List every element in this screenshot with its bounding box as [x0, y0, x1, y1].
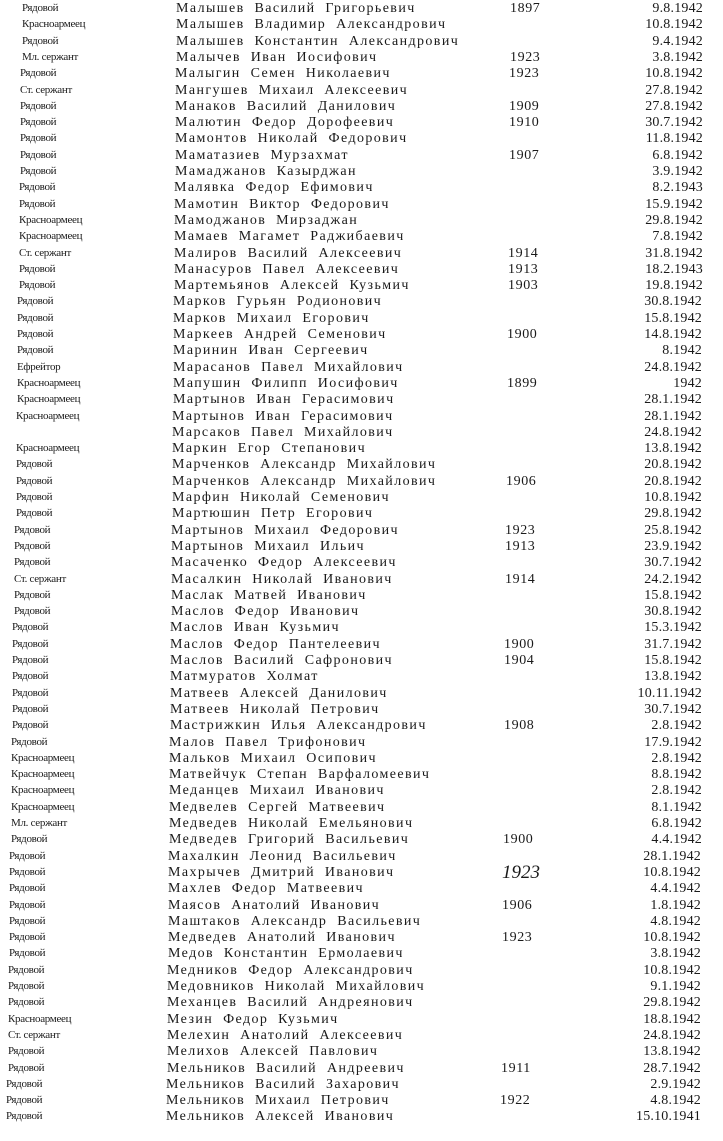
rank: Рядовой — [20, 165, 57, 177]
date-of-death: 13.8.1942 — [643, 1044, 701, 1060]
date-of-death: 10.8.1942 — [643, 864, 701, 880]
rank: Рядовой — [12, 686, 49, 699]
record-row — [0, 17, 723, 34]
full-name: Мамонтов Николай Федорович — [175, 131, 408, 147]
full-name: Марченков Александр Михайлович — [172, 457, 437, 473]
full-name: Мелехин Анатолий Алексеевич — [167, 1027, 404, 1043]
record-row — [0, 164, 723, 181]
rank: Рядовой — [22, 34, 59, 47]
birth-year: 1900 — [504, 636, 535, 652]
record-row — [0, 425, 723, 442]
full-name: Мартынов Михаил Федорович — [171, 522, 399, 538]
rank: Ст. сержант — [20, 83, 72, 96]
record-row — [0, 180, 723, 197]
record-row — [0, 588, 723, 605]
date-of-death: 4.8.1942 — [650, 913, 701, 929]
full-name: Медведев Николай Емельянович — [169, 816, 414, 831]
date-of-death: 30.7.1942 — [644, 701, 702, 717]
date-of-death: 2.8.1942 — [651, 750, 702, 766]
date-of-death: 8.2.1943 — [652, 180, 703, 196]
full-name: Марченков Александр Михайлович — [172, 473, 437, 489]
birth-year: 1914 — [508, 245, 539, 261]
birth-year: 1909 — [509, 98, 540, 114]
date-of-death: 8.8.1942 — [651, 767, 702, 783]
date-of-death: 23.9.1942 — [644, 538, 702, 554]
rank: Рядовой — [8, 1061, 45, 1074]
date-of-death: 24.8.1942 — [643, 1027, 701, 1043]
full-name: Мамаджанов Казырджан — [175, 164, 357, 179]
full-name: Мастрижкин Илья Александрович — [170, 718, 427, 734]
date-of-death: 28.7.1942 — [643, 1060, 701, 1076]
date-of-death: 28.1.1942 — [643, 848, 701, 864]
record-row — [0, 50, 723, 67]
rank: Ефрейтор — [17, 360, 61, 373]
rank: Рядовой — [16, 507, 53, 520]
birth-year: 1923 — [502, 861, 540, 883]
record-row — [0, 653, 723, 670]
full-name: Махрычев Дмитрий Иванович — [168, 864, 395, 880]
full-name: Маринин Иван Сергеевич — [173, 343, 369, 359]
rank: Рядовой — [19, 262, 56, 275]
record-row — [0, 686, 723, 703]
date-of-death: 29.8.1942 — [645, 212, 703, 228]
full-name: Маслак Матвей Иванович — [171, 587, 367, 603]
record-row — [0, 1, 723, 18]
rank: Рядовой — [19, 279, 56, 292]
full-name: Манаков Василий Данилович — [175, 98, 397, 114]
record-row — [0, 718, 723, 735]
date-of-death: 8.1942 — [662, 343, 702, 359]
record-row — [0, 229, 723, 246]
record-row — [0, 751, 723, 768]
date-of-death: 13.8.1942 — [644, 441, 702, 457]
full-name: Мапушин Филипп Иосифович — [173, 375, 399, 391]
record-row — [0, 702, 723, 719]
rank: Рядовой — [17, 344, 54, 357]
birth-year: 1913 — [508, 261, 539, 277]
record-row — [0, 327, 723, 344]
full-name: Малютин Федор Дорофеевич — [175, 115, 395, 131]
date-of-death: 9.8.1942 — [652, 1, 703, 16]
record-row — [0, 441, 723, 458]
rank: Рядовой — [6, 1110, 43, 1123]
birth-year: 1923 — [505, 522, 536, 538]
full-name: Мамаев Магамет Раджибаевич — [174, 229, 405, 245]
record-row — [0, 995, 723, 1012]
date-of-death: 2.9.1942 — [650, 1076, 701, 1092]
date-of-death: 4.4.1942 — [650, 881, 701, 897]
full-name: Матмуратов Холмат — [170, 669, 319, 685]
record-row — [0, 343, 723, 360]
date-of-death: 11.8.1942 — [645, 131, 703, 147]
date-of-death: 31.8.1942 — [645, 245, 703, 261]
record-row — [0, 262, 723, 279]
record-row — [0, 131, 723, 148]
rank: Рядовой — [16, 458, 53, 471]
birth-year: 1900 — [503, 832, 534, 848]
rank: Рядовой — [17, 295, 54, 308]
full-name: Мельников Алексей Иванович — [166, 1109, 395, 1125]
record-row — [0, 360, 723, 377]
date-of-death: 1942 — [673, 375, 702, 391]
record-row — [0, 246, 723, 263]
full-name: Мелихов Алексей Павлович — [167, 1044, 379, 1060]
rank: Красноармеец — [11, 800, 75, 813]
full-name: Маслов Василий Сафронович — [170, 653, 393, 668]
date-of-death: 4.8.1942 — [650, 1093, 701, 1109]
date-of-death: 30.7.1942 — [644, 555, 702, 571]
rank: Рядовой — [20, 132, 57, 145]
rank: Рядовой — [14, 523, 51, 536]
date-of-death: 10.8.1942 — [645, 66, 703, 82]
birth-year: 1908 — [504, 718, 535, 734]
rank: Рядовой — [8, 963, 45, 976]
rank: Рядовой — [9, 914, 46, 927]
full-name: Малышев Василий Григорьевич — [176, 1, 416, 16]
date-of-death: 18.8.1942 — [643, 1011, 701, 1027]
full-name: Малиров Василий Алексеевич — [174, 245, 403, 261]
date-of-death: 18.2.1943 — [645, 261, 703, 277]
rank: Красноармеец — [19, 230, 83, 243]
date-of-death: 25.8.1942 — [644, 522, 702, 538]
record-row — [0, 409, 723, 426]
record-row — [0, 572, 723, 589]
full-name: Механцев Василий Андреянович — [167, 995, 414, 1011]
rank: Рядовой — [8, 1045, 45, 1058]
rank: Рядовой — [12, 621, 49, 634]
rank: Рядовой — [6, 1094, 43, 1107]
full-name: Мамоджанов Мирзаджан — [174, 212, 359, 228]
date-of-death: 31.7.1942 — [644, 636, 702, 652]
birth-year: 1913 — [505, 538, 536, 554]
full-name: Малышев Константин Александрович — [176, 33, 460, 49]
record-row — [0, 861, 723, 883]
record-row — [0, 800, 723, 817]
record-row — [0, 34, 723, 51]
record-row — [0, 83, 723, 100]
full-name: Махалкин Леонид Васильевич — [168, 848, 397, 864]
date-of-death: 10.8.1942 — [644, 490, 702, 505]
rank: Рядовой — [14, 605, 51, 618]
birth-year: 1903 — [508, 278, 539, 294]
full-name: Малышев Владимир Александрович — [176, 17, 447, 33]
rank: Рядовой — [12, 702, 49, 715]
birth-year: 1899 — [507, 375, 538, 391]
full-name: Мезин Федор Кузьмич — [167, 1011, 339, 1027]
record-row — [0, 914, 723, 931]
rank: Рядовой — [12, 637, 49, 650]
full-name: Малычев Иван Иосифович — [176, 49, 378, 65]
full-name: Медвелев Сергей Матвеевич — [169, 799, 386, 815]
record-row — [0, 735, 723, 752]
date-of-death: 4.4.1942 — [651, 832, 702, 848]
record-row — [0, 490, 723, 507]
date-of-death: 24.8.1942 — [644, 359, 702, 375]
date-of-death: 9.1.1942 — [650, 979, 701, 994]
date-of-death: 30.7.1942 — [645, 115, 703, 131]
date-of-death: 3.9.1942 — [652, 164, 703, 179]
date-of-death: 9.4.1942 — [652, 33, 703, 49]
rank: Рядовой — [11, 833, 48, 846]
date-of-death: 20.8.1942 — [644, 473, 702, 489]
birth-year: 1900 — [507, 327, 538, 342]
date-of-death: 20.8.1942 — [644, 457, 702, 473]
full-name: Медведев Анатолий Иванович — [168, 930, 396, 946]
full-name: Медов Константин Ермолаевич — [168, 946, 404, 962]
date-of-death: 28.1.1942 — [644, 392, 702, 408]
rank: Красноармеец — [11, 751, 75, 764]
full-name: Марков Гурьян Родионович — [173, 294, 383, 310]
date-of-death: 29.8.1942 — [643, 995, 701, 1011]
record-row — [0, 278, 723, 295]
record-row — [0, 979, 723, 996]
full-name: Малявка Федор Ефимович — [174, 180, 374, 196]
rank: Ст. сержант — [14, 572, 66, 585]
record-row — [0, 816, 723, 833]
record-row — [0, 115, 723, 132]
record-row — [0, 1028, 723, 1045]
full-name: Маслов Федор Иванович — [171, 604, 360, 620]
rank: Рядовой — [17, 328, 54, 340]
date-of-death: 3.8.1942 — [650, 946, 701, 962]
rank: Мл. сержант — [11, 817, 68, 829]
record-row — [0, 1093, 723, 1110]
full-name: Масаченко Федор Алексеевич — [171, 555, 397, 571]
birth-year: 1897 — [510, 1, 541, 16]
full-name: Медовников Николай Михайлович — [167, 979, 426, 994]
record-row — [0, 523, 723, 540]
full-name: Маслов Иван Кузьмич — [170, 620, 340, 636]
date-of-death: 15.10.1941 — [636, 1109, 701, 1125]
rank: Ст. сержант — [8, 1028, 60, 1041]
rank: Рядовой — [19, 181, 56, 194]
date-of-death: 19.8.1942 — [645, 278, 703, 294]
date-of-death: 30.8.1942 — [644, 604, 702, 620]
full-name: Мельников Михаил Петрович — [166, 1093, 390, 1109]
full-name: Медников Федор Александрович — [167, 962, 414, 978]
rank: Ст. сержант — [19, 246, 71, 259]
full-name: Маркин Егор Степанович — [172, 441, 367, 457]
birth-year: 1904 — [504, 653, 535, 668]
record-row — [0, 963, 723, 980]
date-of-death: 27.8.1942 — [645, 82, 703, 98]
date-of-death: 6.8.1942 — [651, 816, 702, 831]
record-row — [0, 294, 723, 311]
full-name: Марфин Николай Семенович — [172, 490, 390, 505]
full-name: Маркеев Андрей Семенович — [173, 327, 387, 342]
record-row — [0, 197, 723, 214]
date-of-death: 3.8.1942 — [652, 49, 703, 65]
full-name: Меданцев Михаил Иванович — [169, 783, 385, 799]
record-row — [0, 506, 723, 523]
date-of-death: 1.8.1942 — [650, 897, 701, 913]
date-of-death: 15.3.1942 — [644, 620, 702, 636]
rank: Рядовой — [22, 2, 59, 14]
rank: Рядовой — [9, 898, 46, 911]
full-name: Марасанов Павел Михайлович — [173, 359, 404, 375]
full-name: Маштаков Александр Васильевич — [168, 913, 422, 929]
rank: Рядовой — [16, 474, 53, 487]
date-of-death: 10.8.1942 — [643, 930, 701, 946]
rank: Рядовой — [8, 996, 45, 1009]
rank: Красноармеец — [11, 784, 75, 797]
record-row — [0, 474, 723, 491]
record-row — [0, 620, 723, 637]
record-row — [0, 148, 723, 165]
full-name: Матвеев Алексей Данилович — [170, 685, 388, 701]
birth-year: 1922 — [500, 1093, 531, 1109]
rank: Красноармеец — [11, 768, 75, 781]
rank: Рядовой — [14, 539, 51, 552]
full-name: Малов Павел Трифонович — [169, 734, 367, 750]
full-name: Мамотин Виктор Федорович — [174, 196, 390, 212]
rank: Рядовой — [12, 670, 49, 683]
rank: Рядовой — [16, 491, 53, 503]
rank: Красноармеец — [22, 18, 86, 31]
rank: Рядовой — [9, 931, 46, 944]
rank: Рядовой — [11, 735, 48, 748]
record-row — [0, 767, 723, 784]
record-row — [0, 66, 723, 83]
date-of-death: 27.8.1942 — [645, 98, 703, 114]
record-row — [0, 898, 723, 915]
rank: Рядовой — [12, 654, 49, 666]
date-of-death: 2.8.1942 — [651, 718, 702, 734]
full-name: Мартемьянов Алексей Кузьмич — [174, 278, 410, 294]
date-of-death: 15.8.1942 — [644, 310, 702, 326]
date-of-death: 29.8.1942 — [644, 506, 702, 522]
full-name: Мальков Михаил Осипович — [169, 750, 377, 766]
full-name: Мартынов Иван Герасимович — [172, 408, 394, 424]
rank: Красноармеец — [17, 393, 81, 406]
record-row — [0, 1077, 723, 1094]
date-of-death: 24.2.1942 — [644, 571, 702, 587]
record-row — [0, 213, 723, 230]
full-name: Матвеев Николай Петрович — [170, 701, 380, 717]
birth-year: 1923 — [502, 930, 533, 946]
full-name: Матвейчук Степан Варфаломеевич — [169, 767, 431, 783]
full-name: Марсаков Павел Михайлович — [172, 424, 394, 440]
date-of-death: 13.8.1942 — [644, 669, 702, 685]
full-name: Мельников Василий Захарович — [166, 1076, 400, 1092]
date-of-death: 8.1.1942 — [651, 799, 702, 815]
date-of-death: 28.1.1942 — [644, 408, 702, 424]
record-row — [0, 783, 723, 800]
record-row — [0, 637, 723, 654]
birth-year: 1923 — [509, 66, 540, 82]
record-row — [0, 1012, 723, 1029]
rank: Рядовой — [9, 849, 46, 862]
rank: Красноармеец — [16, 409, 80, 422]
full-name: Махлев Федор Матвеевич — [168, 881, 365, 897]
date-of-death: 30.8.1942 — [644, 294, 702, 310]
record-row — [0, 946, 723, 963]
full-name: Маслов Федор Пантелеевич — [170, 636, 381, 652]
full-name: Мартюшин Петр Егорович — [172, 506, 374, 522]
date-of-death: 14.8.1942 — [644, 327, 702, 342]
date-of-death: 6.8.1942 — [652, 147, 703, 163]
date-of-death: 10.8.1942 — [645, 17, 703, 33]
record-row — [0, 849, 723, 866]
birth-year: 1910 — [509, 115, 540, 131]
full-name: Маясов Анатолий Иванович — [168, 897, 381, 913]
rank: Рядовой — [12, 719, 49, 732]
record-row — [0, 376, 723, 393]
birth-year: 1914 — [505, 571, 536, 587]
record-row — [0, 311, 723, 328]
record-row — [0, 1109, 723, 1126]
date-of-death: 15.9.1942 — [645, 196, 703, 212]
record-row — [0, 881, 723, 898]
birth-year: 1923 — [510, 49, 541, 65]
rank: Рядовой — [19, 197, 56, 210]
date-of-death: 17.9.1942 — [644, 734, 702, 750]
full-name: Масалкин Николай Иванович — [171, 571, 393, 587]
rank: Рядовой — [20, 99, 57, 112]
full-name: Мартынов Михаил Ильич — [171, 538, 365, 554]
rank: Рядовой — [20, 148, 57, 161]
date-of-death: 7.8.1942 — [652, 229, 703, 245]
rank: Рядовой — [20, 116, 57, 129]
birth-year: 1906 — [502, 897, 533, 913]
date-of-death: 15.8.1942 — [644, 587, 702, 603]
record-row — [0, 1061, 723, 1078]
record-row — [0, 457, 723, 474]
rank: Рядовой — [20, 67, 57, 80]
record-row — [0, 392, 723, 409]
rank: Красноармеец — [17, 376, 81, 389]
record-row — [0, 1044, 723, 1061]
full-name: Марков Михаил Егорович — [173, 310, 370, 326]
rank: Рядовой — [14, 556, 51, 569]
date-of-death: 24.8.1942 — [644, 424, 702, 440]
rank: Рядовой — [6, 1077, 43, 1090]
record-row — [0, 555, 723, 572]
rank: Рядовой — [14, 588, 51, 601]
full-name: Мельников Василий Андреевич — [167, 1060, 405, 1076]
record-row — [0, 99, 723, 116]
date-of-death: 2.8.1942 — [651, 783, 702, 799]
rank: Красноармеец — [8, 1012, 72, 1025]
full-name: Манасуров Павел Алексеевич — [174, 261, 400, 277]
rank: Рядовой — [8, 980, 45, 992]
record-row — [0, 669, 723, 686]
record-row — [0, 832, 723, 849]
record-row — [0, 930, 723, 947]
rank: Рядовой — [9, 865, 46, 878]
record-row — [0, 539, 723, 556]
date-of-death: 10.8.1942 — [643, 962, 701, 978]
date-of-death: 10.11.1942 — [637, 685, 702, 701]
rank: Рядовой — [9, 882, 46, 895]
birth-year: 1911 — [501, 1060, 531, 1076]
date-of-death: 15.8.1942 — [644, 653, 702, 668]
record-row — [0, 604, 723, 621]
full-name: Маматазиев Мурзахмат — [175, 147, 349, 163]
rank: Рядовой — [9, 947, 46, 960]
full-name: Малыгин Семен Николаевич — [175, 66, 391, 82]
birth-year: 1907 — [509, 147, 540, 163]
birth-year: 1906 — [506, 473, 537, 489]
rank: Рядовой — [17, 311, 54, 324]
rank: Красноармеец — [19, 213, 83, 226]
rank: Мл. сержант — [22, 50, 79, 63]
rank: Красноармеец — [16, 442, 80, 455]
full-name: Медведев Григорий Васильевич — [169, 832, 410, 848]
full-name: Мартынов Иван Герасимович — [173, 392, 395, 408]
full-name: Мангушев Михаил Алексеевич — [175, 82, 409, 98]
